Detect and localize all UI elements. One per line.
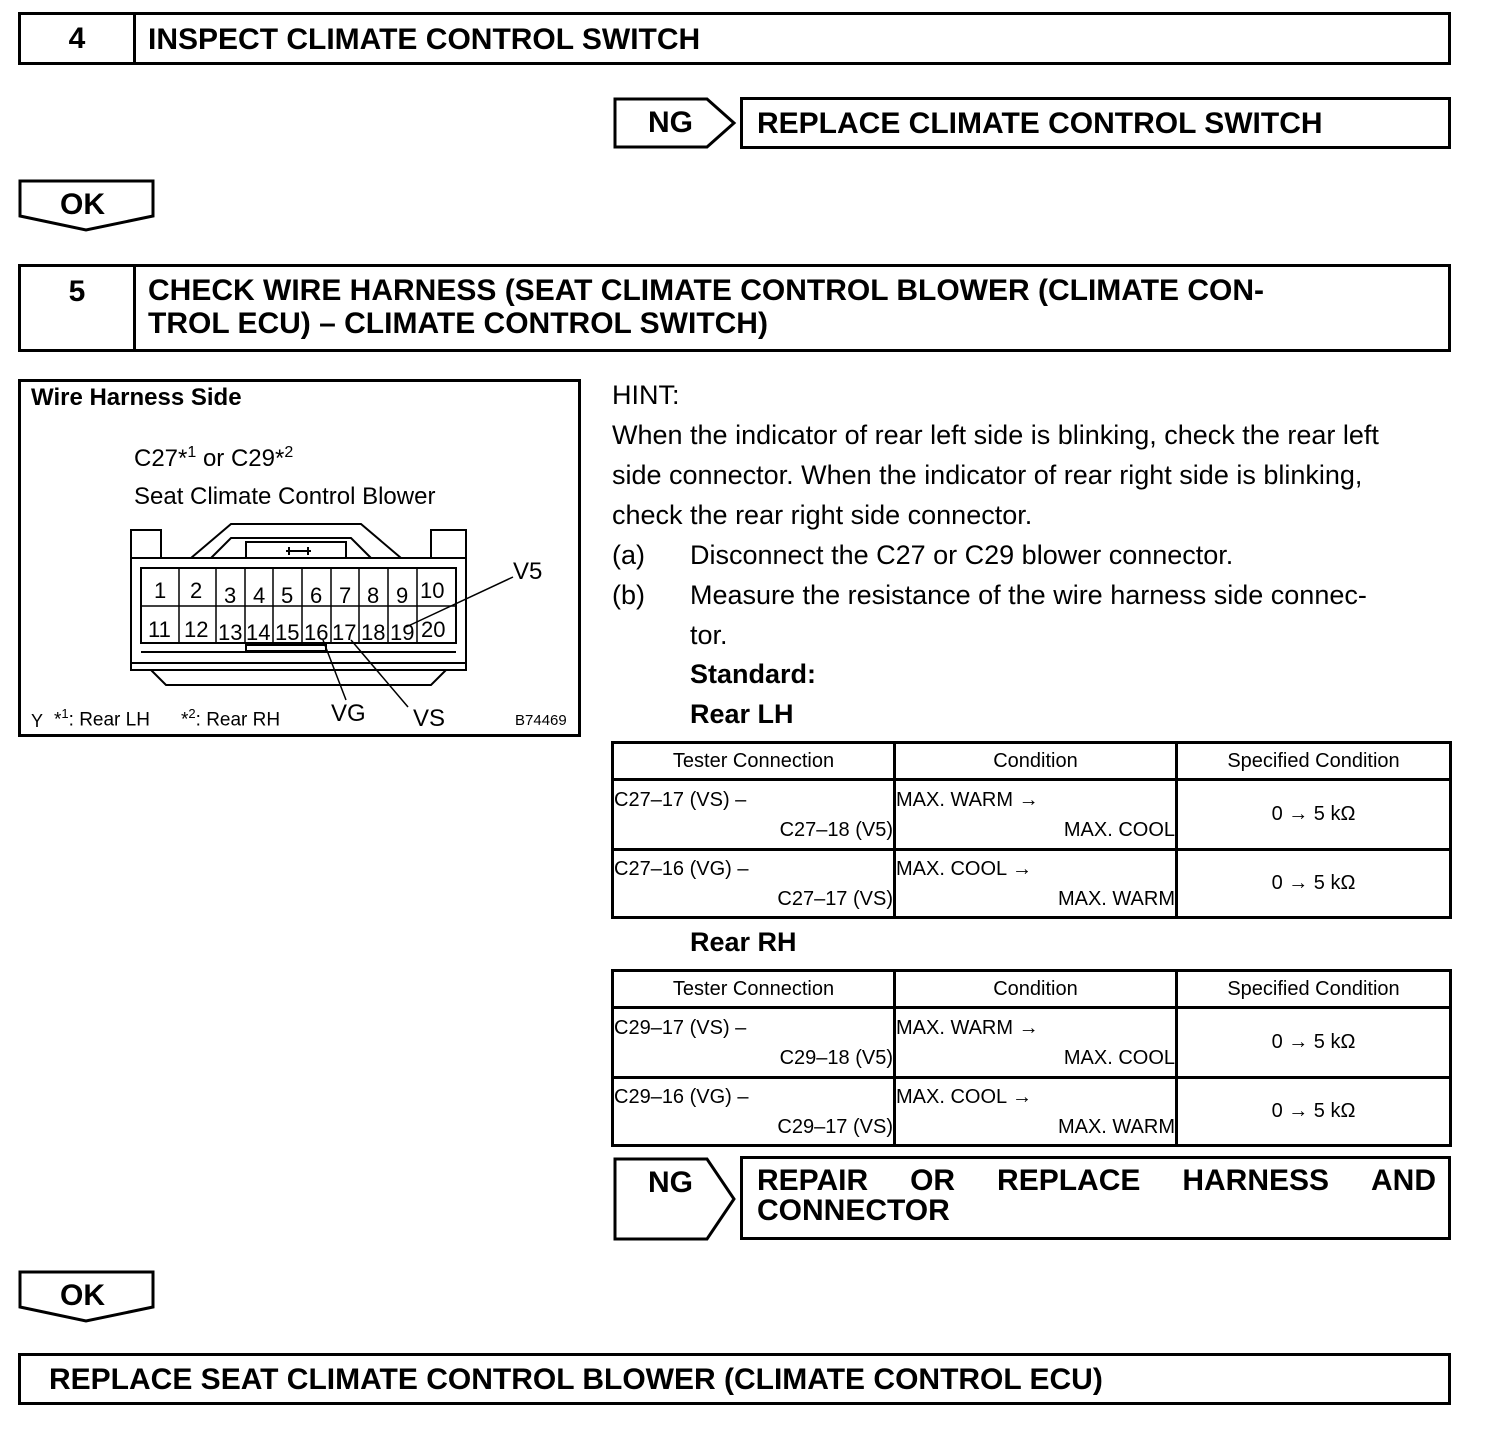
pin-label: 2 (190, 578, 203, 603)
spec-table-rear-lh (611, 741, 1452, 919)
table-row (613, 850, 1451, 918)
table-header: Tester Connection (613, 743, 895, 780)
spec-cell: 0 → 5 kΩ (1177, 1078, 1451, 1146)
pin-label: 6 (310, 583, 323, 608)
pin-label: 10 (420, 578, 445, 603)
label-vs: VS (413, 705, 446, 732)
pin-label: 1 (154, 578, 167, 603)
spec-table-rear-rh (611, 969, 1452, 1147)
spec-cell: 0 → 5 kΩ (1177, 1008, 1451, 1078)
footnote-star: * (54, 709, 62, 731)
hint-label: HINT: (612, 380, 680, 410)
ng-action-text: REPLACE CLIMATE CONTROL SWITCH (757, 107, 1323, 140)
table-row (613, 780, 1451, 850)
pin-label: 14 (246, 620, 271, 645)
pin-label: 18 (361, 620, 386, 645)
pin-label: 19 (390, 620, 415, 645)
step-title-line2: TROL ECU) – CLIMATE CONTROL SWITCH) (148, 307, 768, 340)
step-title-line1: CHECK WIRE HARNESS (SEAT CLIMATE CONTROL BLOWER (CLIMATE CON- (148, 274, 1265, 307)
cell-line: MAX. COOL (1063, 1046, 1175, 1069)
table-row (613, 1008, 1451, 1078)
connector-diagram (18, 379, 581, 737)
label-v5: V5 (513, 558, 543, 585)
cell-line: MAX. WARM → (896, 788, 1039, 811)
connector-name: Seat Climate Control Blower (134, 483, 436, 510)
table-header: Condition (895, 743, 1177, 780)
pin-label: 8 (367, 583, 380, 608)
ng-label: NG (648, 1166, 693, 1199)
ok-label: OK (60, 188, 105, 221)
connector-a: C27* (134, 445, 188, 472)
ng-action-word: AND (1371, 1164, 1436, 1197)
step-5-header (18, 264, 1451, 352)
pin-label: 4 (253, 583, 266, 608)
pin-label: 3 (224, 583, 237, 608)
ok-label: OK (60, 1279, 105, 1312)
hint-line: side connector. When the indicator of rear right side is blinking, (612, 460, 1363, 490)
ng-action-word: REPLACE (997, 1164, 1141, 1197)
cell-line: MAX. WARM (1057, 887, 1175, 910)
cell-line: MAX. WARM (1057, 1115, 1175, 1138)
condition-cell (895, 1008, 1177, 1078)
pin-label: 12 (184, 617, 209, 642)
step-b-mark: (b) (612, 580, 645, 610)
table-header: Specified Condition (1177, 743, 1451, 780)
pin-label: 11 (148, 617, 171, 642)
tester-connection-cell (613, 780, 895, 850)
hint-line: check the rear right side connector. (612, 500, 1033, 530)
pin-label: 5 (281, 583, 294, 608)
diagram-footer-y: Y (31, 711, 44, 731)
table-header-row (613, 743, 1451, 780)
step-title: INSPECT CLIMATE CONTROL SWITCH (148, 23, 701, 56)
spec-cell: 0 → 5 kΩ (1177, 780, 1451, 850)
footnote-sup: 2 (188, 706, 196, 721)
hint-line: When the indicator of rear left side is blinking, check the rear left (612, 420, 1379, 450)
ng-action-word: HARNESS (1182, 1164, 1330, 1197)
table-header: Tester Connection (613, 971, 895, 1008)
table-header: Condition (895, 971, 1177, 1008)
tester-connection-cell (613, 850, 895, 918)
footnote-rear-rh (181, 706, 280, 731)
cell-line: C29–18 (V5) (779, 1046, 893, 1069)
footnote-star: * (181, 709, 189, 731)
ng-action-line2: CONNECTOR (757, 1194, 950, 1227)
cell-line: MAX. COOL → (896, 1085, 1032, 1108)
standard-label: Standard: (690, 659, 817, 689)
step-b-text: Measure the resistance of the wire harness side connec- (690, 580, 1367, 610)
rear-rh-label: Rear RH (690, 927, 797, 957)
cell-line: C29–17 (VS) (777, 1115, 893, 1138)
footnote-rear-lh (54, 706, 150, 731)
final-action-box (18, 1353, 1451, 1405)
sup-1: 1 (187, 444, 197, 461)
tester-connection-cell (613, 1078, 895, 1146)
ng-label: NG (648, 106, 693, 139)
cell-line: C29–16 (VG) – (614, 1085, 749, 1108)
connector-or: or C29* (196, 445, 285, 472)
table-header-row (613, 971, 1451, 1008)
step-number: 4 (21, 15, 136, 62)
pin-label: 17 (332, 620, 357, 645)
ng-action-word: REPAIR (757, 1164, 869, 1197)
cell-line: C29–17 (VS) – (614, 1016, 747, 1039)
pin-label: 13 (218, 620, 243, 645)
step-4-header (18, 12, 1451, 65)
table-row (613, 1078, 1451, 1146)
ng-action-box (740, 97, 1451, 149)
footnote-text: : Rear RH (195, 709, 281, 731)
ng-action-word: OR (910, 1164, 956, 1197)
cell-line: MAX. COOL (1063, 818, 1175, 841)
condition-cell (895, 780, 1177, 850)
ng-action-line1 (743, 1159, 1448, 1196)
label-vg: VG (331, 700, 366, 727)
sup-2: 2 (284, 444, 294, 461)
step-a-mark: (a) (612, 540, 645, 570)
diagram-heading: Wire Harness Side (31, 384, 242, 411)
step-number: 5 (21, 267, 136, 349)
cell-line: MAX. COOL → (896, 857, 1032, 880)
table-header: Specified Condition (1177, 971, 1451, 1008)
pin-label: 15 (275, 620, 300, 645)
condition-cell (895, 850, 1177, 918)
pin-label: 9 (396, 583, 409, 608)
step-b-text-cont: tor. (690, 620, 728, 650)
pin-label: 7 (339, 583, 352, 608)
cell-line: C27–16 (VG) – (614, 857, 749, 880)
step-a-text: Disconnect the C27 or C29 blower connector. (690, 540, 1234, 570)
step-title (136, 267, 1264, 349)
final-action-text: REPLACE SEAT CLIMATE CONTROL BLOWER (CLIMATE CONTROL ECU) (49, 1363, 1103, 1396)
spec-cell: 0 → 5 kΩ (1177, 850, 1451, 918)
cell-line: MAX. WARM → (896, 1016, 1039, 1039)
cell-line: C27–17 (VS) (777, 887, 893, 910)
rear-lh-label: Rear LH (690, 699, 794, 729)
tester-connection-cell (613, 1008, 895, 1078)
figure-code: B74469 (515, 712, 567, 729)
ng-action-box (740, 1156, 1451, 1240)
cell-line: C27–18 (V5) (779, 818, 893, 841)
leader-lines (21, 382, 581, 737)
footnote-sup: 1 (61, 706, 69, 721)
pin-label: 16 (304, 620, 329, 645)
condition-cell (895, 1078, 1177, 1146)
pin-label: 20 (421, 617, 446, 642)
footnote-text: : Rear LH (68, 709, 150, 731)
cell-line: C27–17 (VS) – (614, 788, 747, 811)
